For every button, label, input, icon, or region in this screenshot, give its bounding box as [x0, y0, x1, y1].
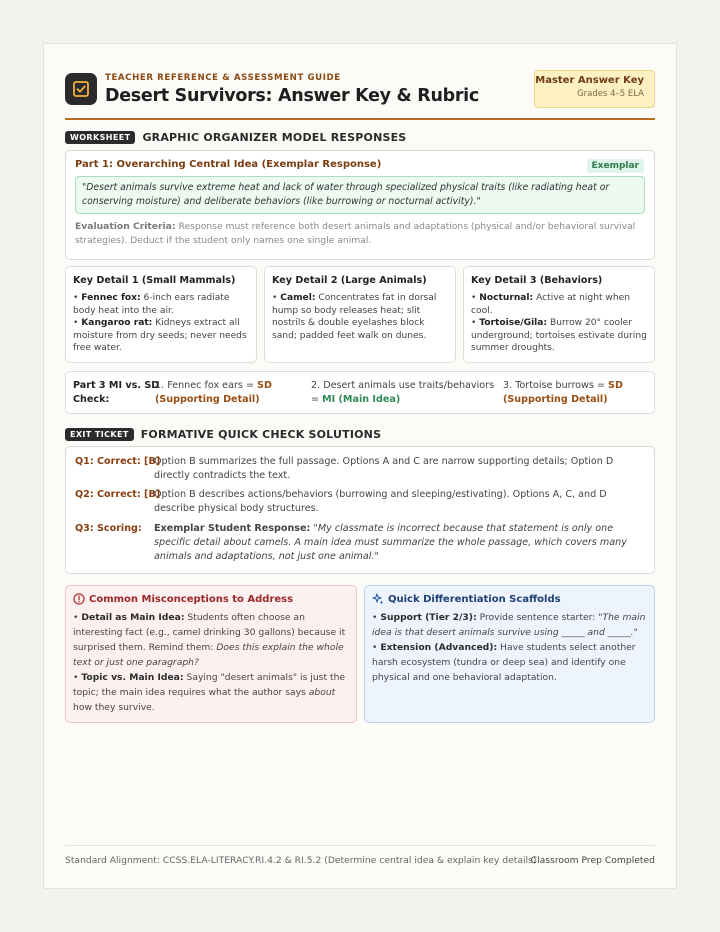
list-item: • Tortoise/Gila: Burrow 20° cooler underground; tortoises estivate during summer droughts. [471, 318, 647, 354]
footer-divider [65, 845, 655, 846]
question-label: Q1: Correct: [B] [75, 456, 161, 467]
question-explanation: Option B describes actions/behaviors (burrowing and sleeping/estivating). Options A, C, and D describe physical body structures. [154, 489, 607, 514]
worksheet-section-title: GRAPHIC ORGANIZER MODEL RESPONSES [142, 130, 407, 144]
prep-status: Classroom Prep Completed [530, 855, 655, 866]
criteria-label: Evaluation Criteria: [75, 221, 176, 232]
part1-card [65, 150, 655, 260]
page-header [65, 70, 655, 120]
question-explanation: Option B summarizes the full passage. Options A and C are narrow supporting details; Option D directly contradicts the text. [154, 456, 614, 481]
exemplar-badge: Exemplar [587, 159, 644, 173]
header-divider [65, 118, 655, 120]
list-item: • Nocturnal: Active at night when cool. [471, 293, 630, 316]
grade-level: Grades 4–5 ELA [577, 89, 644, 99]
mi-sd-item-3: 3. Tortoise burrows = SD (Supporting Detail) [503, 380, 623, 405]
quick-check-card [65, 446, 655, 574]
exit-ticket-tag: EXIT TICKET [65, 428, 134, 441]
question-row [75, 455, 645, 483]
list-item: • Topic vs. Main Idea: Saying "desert animals" is just the topic; the main idea requires what the author says about how they survive. [73, 672, 346, 713]
exemplar-quote: "Desert animals survive extreme heat and lack of water through specialized physical traits (like radiating heat or conserving moisture) and deliberate behaviors (like burrowing or nocturnal activity)." [75, 176, 645, 214]
misconceptions-title: Common Misconceptions to Address [89, 593, 294, 605]
key-detail-card [264, 266, 456, 363]
exit-ticket-section-header [65, 426, 655, 442]
mi-vs-sd-card [65, 371, 655, 414]
list-item: • Support (Tier 2/3): Provide sentence starter: "The main idea is that desert animals survive using _____ and _____." [372, 612, 646, 638]
question-label: Q3: Scoring: [75, 523, 142, 534]
worksheet-section-header [65, 129, 655, 145]
question-label: Q2: Correct: [B] [75, 489, 161, 500]
key-detail-card [65, 266, 257, 363]
alert-circle-icon [73, 593, 85, 605]
worksheet-tag: WORKSHEET [65, 131, 135, 144]
criteria-text: Response must reference both desert animals and adaptations (physical and/or behavioral survival strategies). Deduct if the student only names one single animal. [75, 221, 636, 246]
evaluation-criteria [75, 220, 645, 248]
checkbox-icon [65, 73, 97, 105]
key-detail-title: Key Detail 3 (Behaviors) [471, 275, 603, 286]
key-detail-title: Key Detail 2 (Large Animals) [272, 275, 427, 286]
list-item: • Detail as Main Idea: Students often choose an interesting fact (e.g., camel drinking 30 gallons) because it surprised them. Remind them: Does this explain the whole text or just one paragraph? [73, 612, 346, 668]
list-item: • Camel: Concentrates fat in dorsal hump so body releases heat; slit nostrils & double eyelashes block sand; padded feet walk on dunes. [272, 293, 437, 341]
exit-ticket-section-title: FORMATIVE QUICK CHECK SOLUTIONS [140, 427, 382, 441]
differentiation-card [364, 585, 655, 723]
question-row [75, 488, 645, 516]
sparkle-icon [372, 593, 384, 605]
part1-title: Part 1: Overarching Central Idea (Exemplar Response) [75, 159, 382, 170]
standards-alignment: Standard Alignment: CCSS.ELA-LITERACY.RI.4.2 & RI.5.2 (Determine central idea & explain key details) [65, 855, 537, 866]
master-key-badge [534, 70, 655, 108]
master-key-title: Master Answer Key [535, 75, 644, 86]
mi-vs-sd-label: Part 3 MI vs. SD Check: [73, 380, 160, 405]
mi-sd-item-2: 2. Desert animals use traits/behaviors = MI (Main Idea) [311, 380, 495, 405]
misconceptions-card [65, 585, 357, 723]
page-title: Desert Survivors: Answer Key & Rubric [105, 86, 479, 106]
list-item: • Fennec fox: 6-inch ears radiate body heat into the air. [73, 293, 230, 316]
key-detail-title: Key Detail 1 (Small Mammals) [73, 275, 236, 286]
key-detail-card [463, 266, 655, 363]
mi-sd-item-1: 1. Fennec fox ears = SD (Supporting Detail) [155, 380, 272, 405]
question-row [75, 522, 645, 564]
differentiation-title: Quick Differentiation Scaffolds [388, 593, 561, 605]
question-explanation: Exemplar Student Response: "My classmate is incorrect because that statement is only one specific detail about camels. A main idea must summarize the whole passage, which covers many animals and adaptations, not just one animal." [154, 523, 627, 562]
answer-key-page [43, 43, 677, 889]
list-item: • Extension (Advanced): Have students select another harsh ecosystem (tundra or deep sea) and identify one physical and one behavioral adaptation. [372, 642, 636, 683]
page-eyebrow: TEACHER REFERENCE & ASSESSMENT GUIDE [105, 73, 341, 83]
list-item: • Kangaroo rat: Kidneys extract all moisture from dry seeds; never needs free water. [73, 318, 247, 354]
